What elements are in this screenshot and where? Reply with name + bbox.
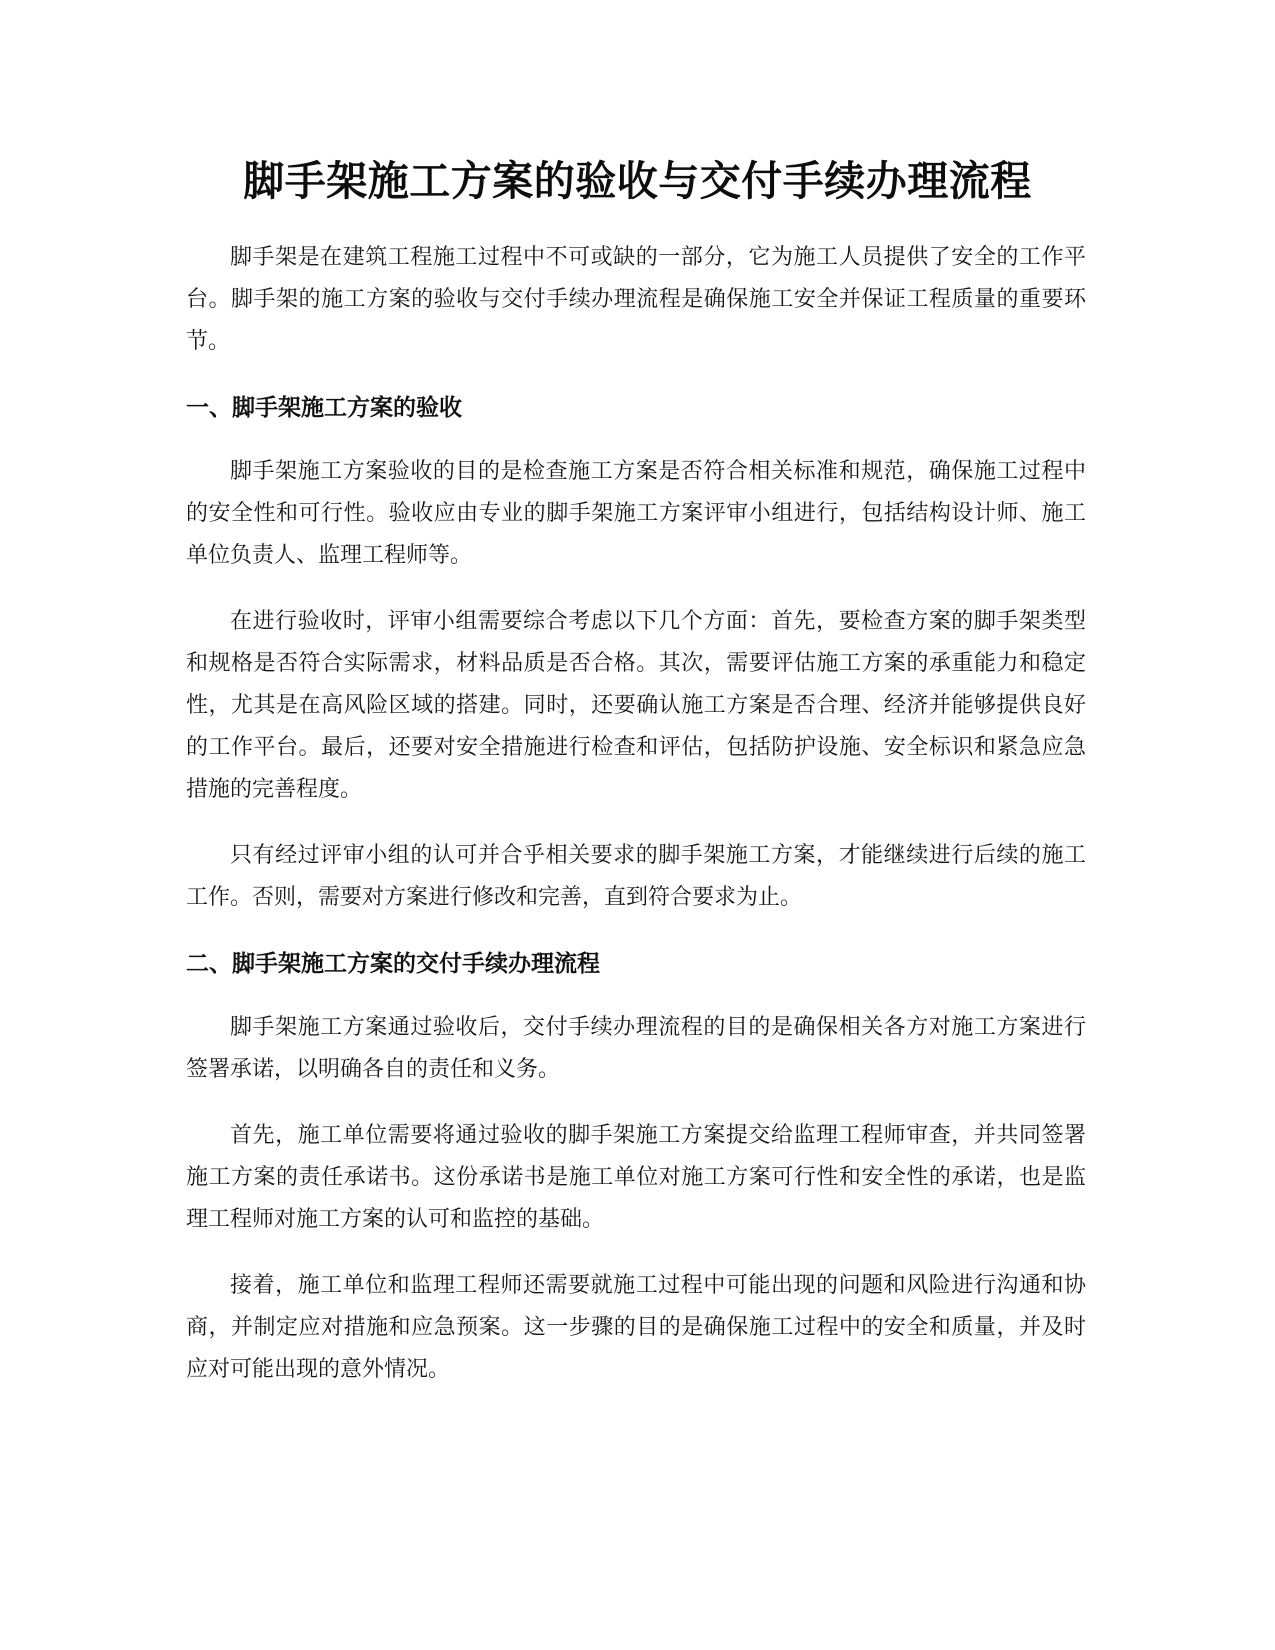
section-1-paragraph-2: 在进行验收时，评审小组需要综合考虑以下几个方面：首先，要检查方案的脚手架类型和规格是否符合实际需求，材料品质是否合格。其次，需要评估施工方案的承重能力和稳定性，尤其是在高风险区域的搭建。同时，还要确认施工方案是否合理、经济并能够提供良好的工作平台。最后，还要对安全措施进行检查和评估，包括防护设施、安全标识和紧急应急措施的完善程度。: [186, 609, 1086, 802]
section-1-heading: 一、脚手架施工方案的验收: [186, 395, 462, 421]
document-body: [186, 237, 1086, 1415]
section-2-paragraph-1: 脚手架施工方案通过验收后，交付手续办理流程的目的是确保相关各方对施工方案进行签署承诺，以明确各自的责任和义务。: [186, 1015, 1086, 1082]
section-2-heading: 二、脚手架施工方案的交付手续办理流程: [186, 951, 600, 977]
section-1-paragraph-1: 脚手架施工方案验收的目的是检查施工方案是否符合相关标准和规范，确保施工过程中的安全性和可行性。验收应由专业的脚手架施工方案评审小组进行，包括结构设计师、施工单位负责人、监理工程师等。: [186, 459, 1086, 568]
section-2-paragraph-3: 接着，施工单位和监理工程师还需要就施工过程中可能出现的问题和风险进行沟通和协商，并制定应对措施和应急预案。这一步骤的目的是确保施工过程中的安全和质量，并及时应对可能出现的意外情况。: [186, 1273, 1086, 1382]
intro-paragraph: 脚手架是在建筑工程施工过程中不可或缺的一部分，它为施工人员提供了安全的工作平台。脚手架的施工方案的验收与交付手续办理流程是确保施工安全并保证工程质量的重要环节。: [186, 245, 1086, 354]
document-title: 脚手架施工方案的验收与交付手续办理流程: [243, 157, 1032, 205]
section-2-paragraph-2: 首先，施工单位需要将通过验收的脚手架施工方案提交给监理工程师审查，并共同签署施工方案的责任承诺书。这份承诺书是施工单位对施工方案可行性和安全性的承诺，也是监理工程师对施工方案的认可和监控的基础。: [186, 1123, 1086, 1232]
section-1-paragraph-3: 只有经过评审小组的认可并合乎相关要求的脚手架施工方案，才能继续进行后续的施工工作。否则，需要对方案进行修改和完善，直到符合要求为止。: [186, 843, 1086, 910]
